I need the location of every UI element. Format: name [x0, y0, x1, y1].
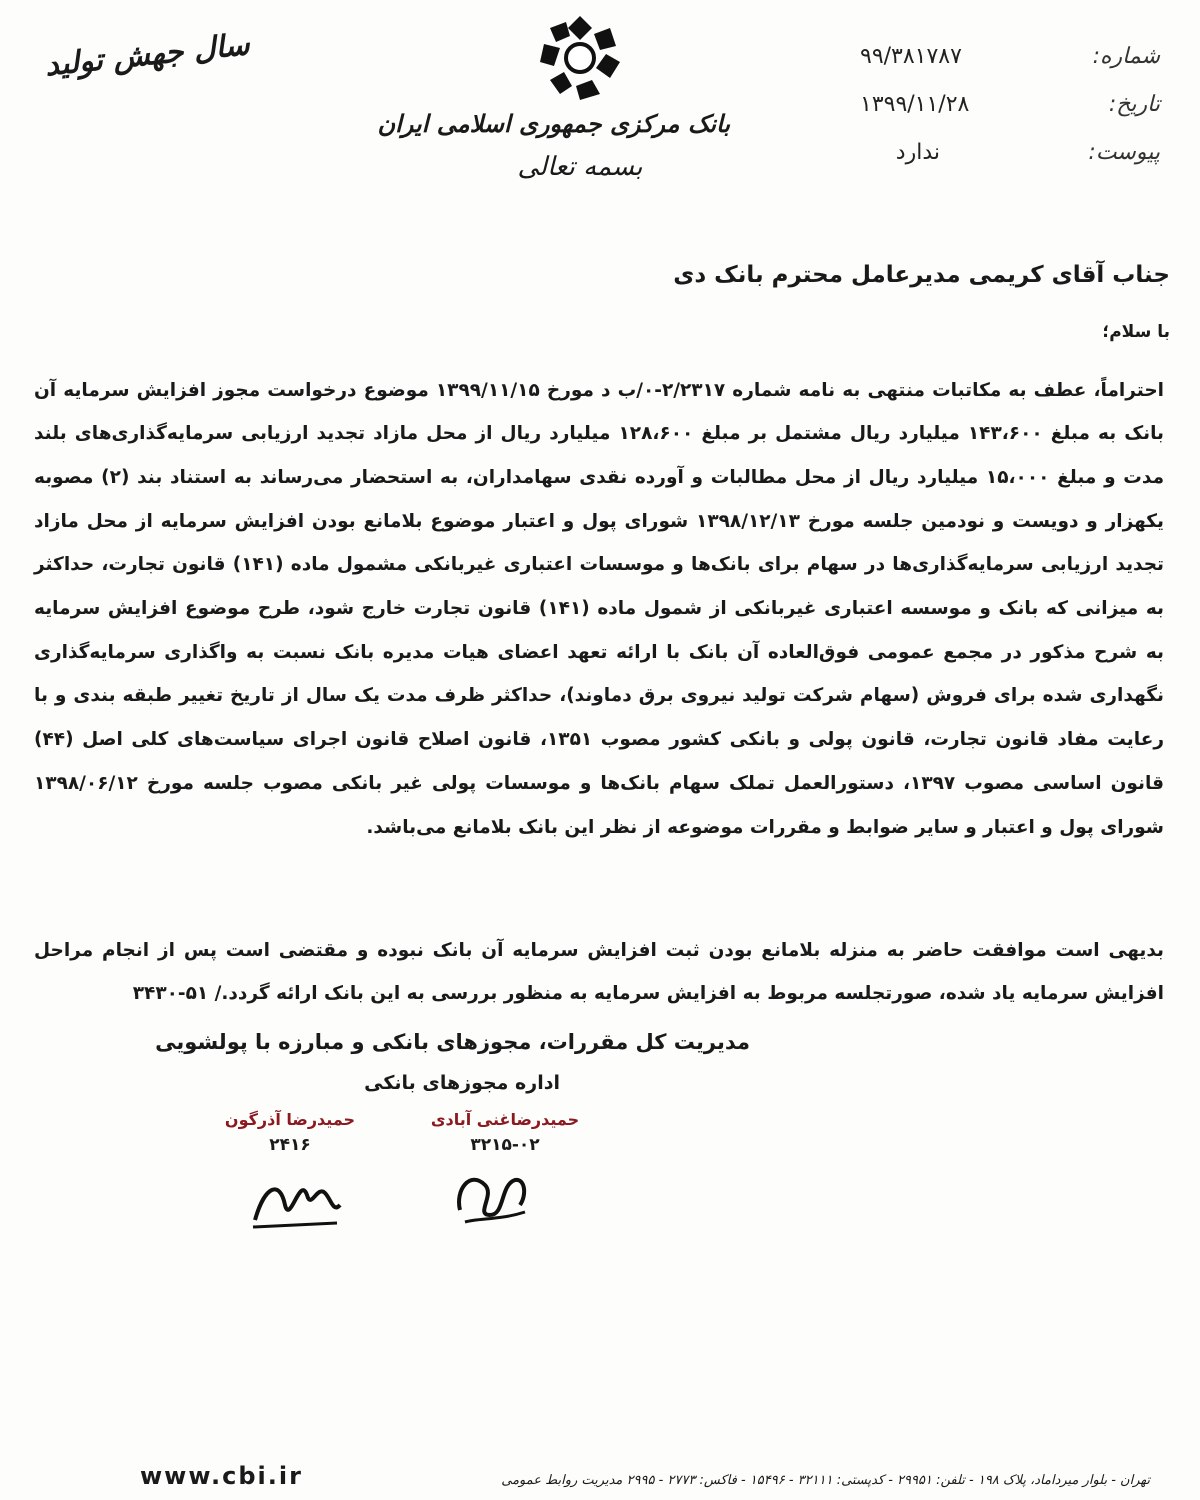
letter-date-label: تاریخ: — [1108, 91, 1160, 117]
signer-left-name: حمیدرضا آذرگون — [224, 1110, 356, 1129]
letter-meta — [830, 32, 1160, 176]
letter-footer — [140, 1462, 1150, 1490]
signer-right-code: ۳۲۱۵-۰۲ — [470, 1135, 540, 1155]
signer-right-name: حمیدرضاغنی آبادی — [430, 1110, 580, 1129]
signing-department: مدیریت کل مقررات، مجوزهای بانکی و مبارزه با پولشویی — [155, 1030, 750, 1054]
year-motto: سال جهش تولید — [43, 27, 252, 84]
letter-greeting: با سلام؛ — [1102, 322, 1170, 342]
signing-office: اداره مجوزهای بانکی — [364, 1072, 560, 1094]
signer-left — [205, 1110, 375, 1155]
letter-recipient: جناب آقای کریمی مدیرعامل محترم بانک دی — [673, 262, 1170, 288]
letter-number-row — [830, 32, 1160, 80]
letter-date-value: ۱۳۹۹/۱۱/۲۸ — [860, 91, 970, 117]
footer-website-link[interactable]: www.cbi.ir — [140, 1462, 303, 1490]
letter-paragraph-closing: بدیهی است موافقت حاضر به منزله بلامانع بودن ثبت افزایش سرمایه آن بانک نبوده و مقتضی است پس از انجام مراحل افزایش سرمایه یاد شده، صورتجلسه مربوط به افزایش سرمایه به منظور بررسی به این بانک ارائه گردد./ ۵۱-۳۴۳۰ — [34, 939, 1164, 1005]
letter-attachment-value: ندارد — [895, 139, 940, 165]
bismillah-heading: بسمه تعالی — [517, 152, 643, 182]
footer-address: تهران - بلوار میرداماد، پلاک ۱۹۸ - تلفن: ۲۹۹۵۱ - کدپستی: ۳۲۱۱۱ - ۱۵۴۹۶ - فاکس: ۲۷۷۳ - ۲۹۹۵ مدیریت روابط عمومی — [501, 1473, 1150, 1488]
signer-left-code: ۲۴۱۶ — [269, 1135, 311, 1155]
bank-name: بانک مرکزی جمهوری اسلامی ایران — [377, 110, 730, 138]
signature-left-mark — [245, 1165, 345, 1235]
letter-attachment-row — [830, 128, 1160, 176]
letter-number-label: شماره: — [1092, 43, 1160, 69]
letter-date-row — [830, 80, 1160, 128]
central-bank-logo-icon — [530, 14, 630, 102]
bank-header — [377, 14, 730, 182]
letter-paragraph-main: احتراماً، عطف به مکاتبات منتهی به نامه شماره ۲/۲۳۱۷-۰/ب د مورخ ۱۳۹۹/۱۱/۱۵ موضوع درخواست مجوز افزایش سرمایه آن بانک به مبلغ ۱۴۳،۶۰۰ میلیارد ریال مشتمل بر مبلغ ۱۲۸،۶۰۰ میلیارد ریال از محل مازاد تجدید ارزیابی سرمایه‌گذاری‌های بلند مدت و مبلغ ۱۵،۰۰۰ میلیارد ریال از محل مطالبات و آورده نقدی سهامداران، به استحضار می‌رساند به استناد بند (۲) مصوبه یکهزار و دویست و نودمین جلسه مورخ ۱۳۹۸/۱۲/۱۳ شورای پول و اعتبار موضوع بلامانع بودن افزایش سرمایه از محل مازاد تجدید ارزیابی سرمایه‌گذاری‌ها در سهام برای بانک‌ها و موسسات اعتباری غیربانکی مشمول ماده (۱۴۱) قانون تجارت، حداکثر به میزانی که بانک و موسسه اعتباری غیربانکی از شمول ماده (۱۴۱) قانون تجارت خارج شود، طرح موضوع افزایش سرمایه به شرح مذکور در مجمع عمومی فوق‌العاده آن بانک با ارائه تعهد اعضای هیات مدیره بانک نسبت به واگذاری سرمایه‌گذاری نگهداری شده برای فروش (سهام شرکت تولید نیروی برق دماوند)، حداکثر ظرف مدت یک سال از تاریخ تغییر طبقه بندی و با رعایت مفاد قانون تجارت، قانون پولی و بانکی کشور مصوب ۱۳۵۱، قانون اصلاح قانون اجرای سیاست‌های کلی اصل (۴۴) قانون اساسی مصوب ۱۳۹۷، دستورالعمل تملک سهام بانک‌ها و موسسات پولی غیر بانکی مصوب جلسه مورخ ۱۳۹۸/۰۶/۱۲ شورای پول و اعتبار و سایر ضوابط و مقررات موضوعه از نظر این بانک بلامانع می‌باشد. — [34, 379, 1165, 838]
signature-right-mark — [445, 1160, 535, 1230]
signer-right — [410, 1110, 600, 1155]
letter-attachment-label: پیوست: — [1088, 139, 1160, 165]
letter-number-value: ۹۹/۳۸۱۷۸۷ — [860, 43, 962, 69]
